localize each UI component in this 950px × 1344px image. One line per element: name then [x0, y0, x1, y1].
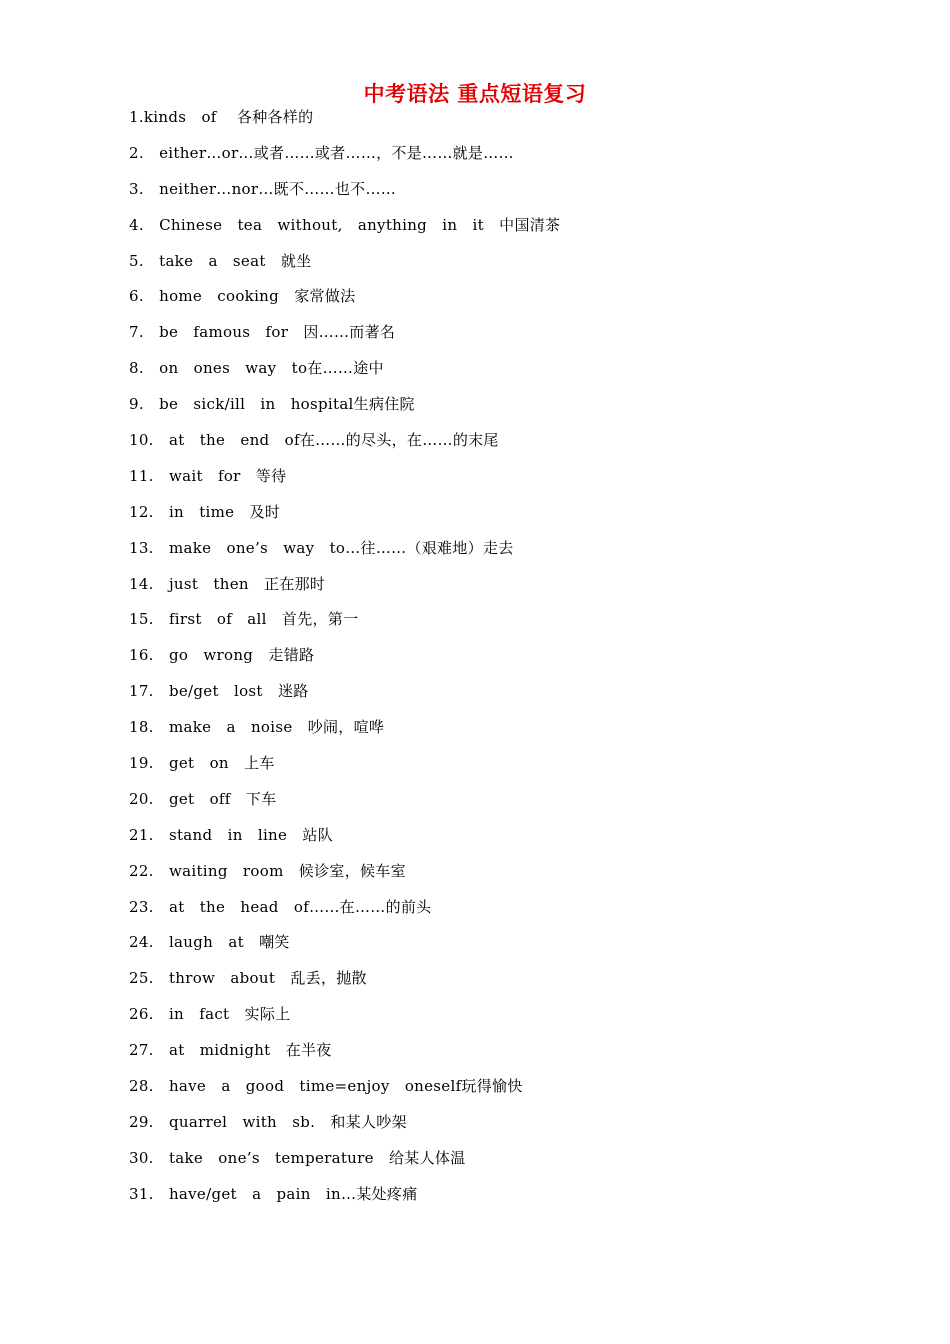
phrase-item: 13. make one’s way to…往……（艰难地）走去 — [129, 538, 514, 557]
phrase-item: 5. take a seat 就坐 — [129, 251, 312, 270]
phrase-item: 9. be sick/ill in hospital生病住院 — [129, 395, 415, 414]
phrase-item: 31. have/get a pain in…某处疼痛 — [129, 1184, 418, 1203]
phrase-item: 17. be/get lost 迷路 — [129, 682, 309, 701]
phrase-item: 4. Chinese tea without, anything in it 中国清茶 — [129, 215, 561, 234]
phrase-item: 21. stand in line 站队 — [129, 825, 333, 844]
phrase-list — [129, 104, 829, 1217]
phrase-item: 29. quarrel with sb. 和某人吵架 — [129, 1112, 407, 1131]
phrase-item: 6. home cooking 家常做法 — [129, 287, 356, 306]
phrase-item: 7. be famous for 因……而著名 — [129, 323, 396, 342]
phrase-item: 28. have a good time=enjoy oneself玩得愉快 — [129, 1077, 523, 1096]
phrase-item: 3. neither…nor…既不……也不…… — [129, 179, 397, 198]
phrase-item: 8. on ones way to在……途中 — [129, 359, 384, 378]
phrase-item: 14. just then 正在那时 — [129, 574, 326, 593]
phrase-item: 30. take one’s temperature 给某人体温 — [129, 1148, 466, 1167]
phrase-item: 18. make a noise 吵闹，喧哗 — [129, 718, 385, 737]
phrase-item: 25. throw about 乱丢，抛散 — [129, 969, 367, 988]
phrase-item: 20. get off 下车 — [129, 789, 277, 808]
phrase-item: 10. at the end of在……的尽头，在……的末尾 — [129, 431, 499, 450]
phrase-item: 23. at the head of……在……的前头 — [129, 897, 432, 916]
phrase-item: 19. get on 上车 — [129, 754, 275, 773]
phrase-item: 1.kinds of 各种各样的 — [129, 108, 314, 126]
phrase-item: 26. in fact 实际上 — [129, 1005, 291, 1024]
phrase-item: 24. laugh at 嘲笑 — [129, 933, 290, 952]
document-title: 中考语法 重点短语复习 — [363, 82, 587, 106]
phrase-item: 2. either…or…或者……或者……，不是……就是…… — [129, 143, 514, 162]
phrase-item: 27. at midnight 在半夜 — [129, 1041, 332, 1060]
phrase-item: 16. go wrong 走错路 — [129, 646, 315, 665]
phrase-item: 22. waiting room 候诊室，候车室 — [129, 861, 406, 880]
phrase-item: 15. first of all 首先，第一 — [129, 610, 359, 629]
phrase-item: 12. in time 及时 — [129, 502, 281, 521]
phrase-item: 11. wait for 等待 — [129, 466, 287, 485]
